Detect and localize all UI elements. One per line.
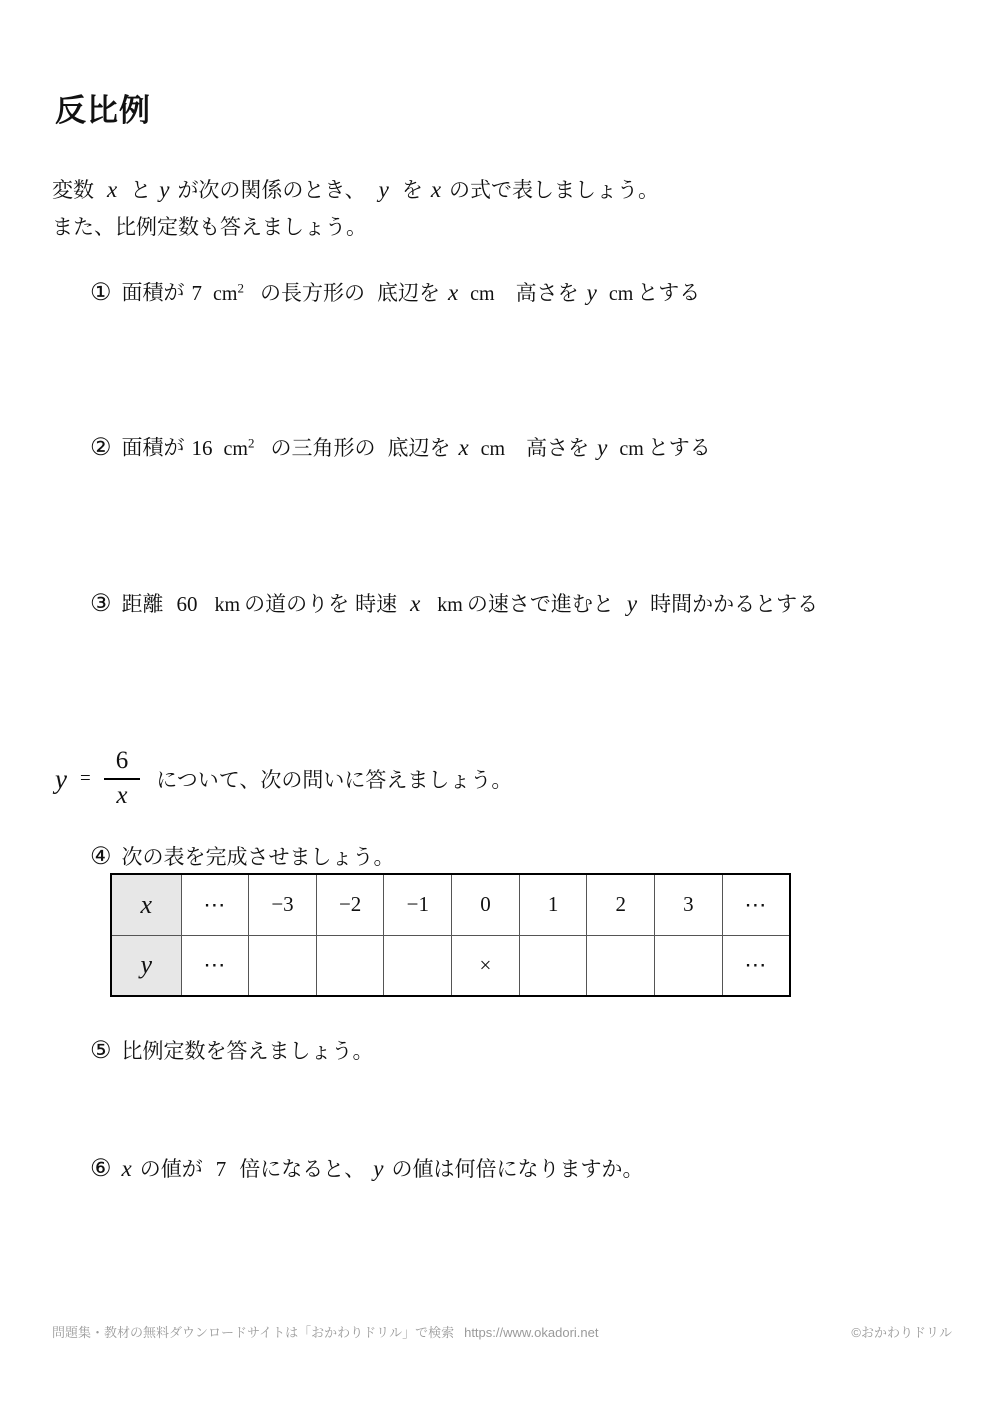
intro-seg: と — [130, 179, 152, 202]
question-number: ④ — [90, 844, 112, 870]
question-text: の長方形の — [259, 281, 365, 305]
question-3 — [90, 587, 818, 622]
question-text: 底辺を — [376, 281, 440, 305]
math-var-y: y — [55, 763, 67, 794]
question-text: の値は何倍になりますか。 — [391, 1158, 644, 1181]
question-text: の三角形の — [270, 436, 376, 460]
question-text: 倍になると、 — [239, 1158, 366, 1181]
table-cell-blank — [384, 935, 452, 996]
unit-label: km — [214, 594, 241, 616]
question-text: 次の表を完成させましょう。 — [121, 846, 395, 869]
page-title: 反比例 — [55, 93, 151, 128]
unit-label: cm — [619, 437, 644, 460]
intro-seg: 変数 — [52, 179, 94, 202]
intro-line-2: また、比例定数も答えましょう。 — [52, 216, 367, 239]
table-row-x — [111, 874, 790, 935]
table-cell: −2 — [316, 874, 384, 935]
table-cell: ⋯ — [181, 874, 249, 935]
question-text: 底辺を — [387, 436, 451, 460]
math-var-y: y — [586, 279, 597, 305]
unit-label: cm — [480, 437, 506, 460]
intro-seg: を — [401, 179, 423, 202]
question-number: ⑥ — [90, 1156, 112, 1182]
table-cell: −3 — [249, 874, 317, 935]
intro-seg: が次の関係のとき、 — [177, 179, 366, 202]
question-text: の速さで進むと — [466, 593, 614, 616]
question-value: 7 — [215, 1157, 227, 1181]
math-var-x: x — [447, 279, 459, 305]
question-6 — [90, 1152, 643, 1187]
intro-seg: の式で表しましょう。 — [449, 179, 660, 202]
table-row-y — [111, 935, 790, 996]
value-table — [110, 873, 791, 997]
question-value: 7 — [191, 280, 203, 305]
question-number: ① — [90, 279, 112, 306]
table-header-x: x — [111, 874, 181, 935]
footer-copyright: ©おかわりドリル — [851, 1325, 952, 1340]
question-text: 高さを — [515, 281, 579, 305]
question-number: ② — [90, 434, 112, 461]
table-cell-blank — [587, 935, 655, 996]
table-cell: 0 — [452, 874, 520, 935]
math-var-x: x — [458, 434, 469, 460]
math-var-y: y — [373, 1156, 384, 1181]
math-var-x: x — [430, 177, 442, 202]
question-value: 60 — [176, 592, 198, 616]
equals-sign: = — [79, 768, 91, 789]
math-var-y: y — [626, 591, 638, 616]
intro-line-1 — [52, 171, 659, 209]
formula-line — [55, 737, 512, 821]
table-cell: ⋯ — [722, 874, 790, 935]
unit-label: $cm^2$ — [213, 280, 244, 305]
question-text: 面積が — [121, 281, 185, 305]
question-text: 比例定数を答えましょう。 — [121, 1040, 374, 1063]
question-text: 距離 — [121, 593, 164, 616]
question-1 — [90, 271, 700, 311]
unit-label: km — [437, 594, 463, 616]
footer-url: https://www.okadori.net — [464, 1325, 599, 1340]
table-cell: ⋯ — [722, 935, 790, 996]
formula-caption: について、次の問いに答えましょう。 — [156, 769, 513, 792]
footer-text: 問題集・教材の無料ダウンロードサイトは「おかわりドリル」で検索 — [52, 1325, 455, 1340]
unit-label: cm — [470, 282, 495, 305]
footer-left — [52, 1322, 609, 1341]
question-number: ③ — [90, 591, 112, 617]
table-cell-blank — [316, 935, 384, 996]
table-cell: −1 — [384, 874, 452, 935]
question-text: とする — [647, 436, 711, 460]
question-text: 時間かかるとする — [650, 593, 819, 616]
table-cell-blank — [519, 935, 587, 996]
table-cell: 3 — [655, 874, 723, 935]
page-footer — [52, 1322, 952, 1341]
question-text: の道のりを — [244, 593, 350, 616]
unit-label: cm — [608, 282, 634, 305]
fraction-denominator: x — [104, 778, 141, 811]
math-var-x: x — [121, 1156, 132, 1181]
intro-text — [52, 171, 659, 246]
question-4 — [90, 840, 395, 875]
table-cell-blank — [249, 935, 317, 996]
question-text: の値が — [139, 1158, 203, 1181]
math-var-y: y — [159, 177, 170, 202]
table-cell: ⋯ — [181, 935, 249, 996]
question-number: ⑤ — [90, 1038, 112, 1064]
question-text: とする — [637, 281, 701, 305]
math-var-y: y — [597, 434, 608, 460]
question-2 — [90, 426, 711, 466]
fraction — [104, 747, 141, 811]
table-header-y: y — [111, 935, 181, 996]
math-var-y: y — [378, 177, 389, 202]
math-var-x: x — [410, 591, 421, 616]
table-cell-blank — [655, 935, 723, 996]
table-cell: 2 — [587, 874, 655, 935]
table-cell-cross: × — [452, 935, 520, 996]
math-var-x: x — [107, 177, 118, 202]
question-text: 高さを — [526, 436, 590, 460]
table-cell: 1 — [519, 874, 587, 935]
question-text: 時速 — [355, 593, 398, 616]
fraction-numerator: 6 — [115, 747, 129, 775]
question-5 — [90, 1034, 374, 1069]
question-text: 面積が — [121, 436, 185, 460]
unit-label: $cm^2$ — [223, 435, 255, 460]
question-value: 16 — [191, 435, 213, 460]
